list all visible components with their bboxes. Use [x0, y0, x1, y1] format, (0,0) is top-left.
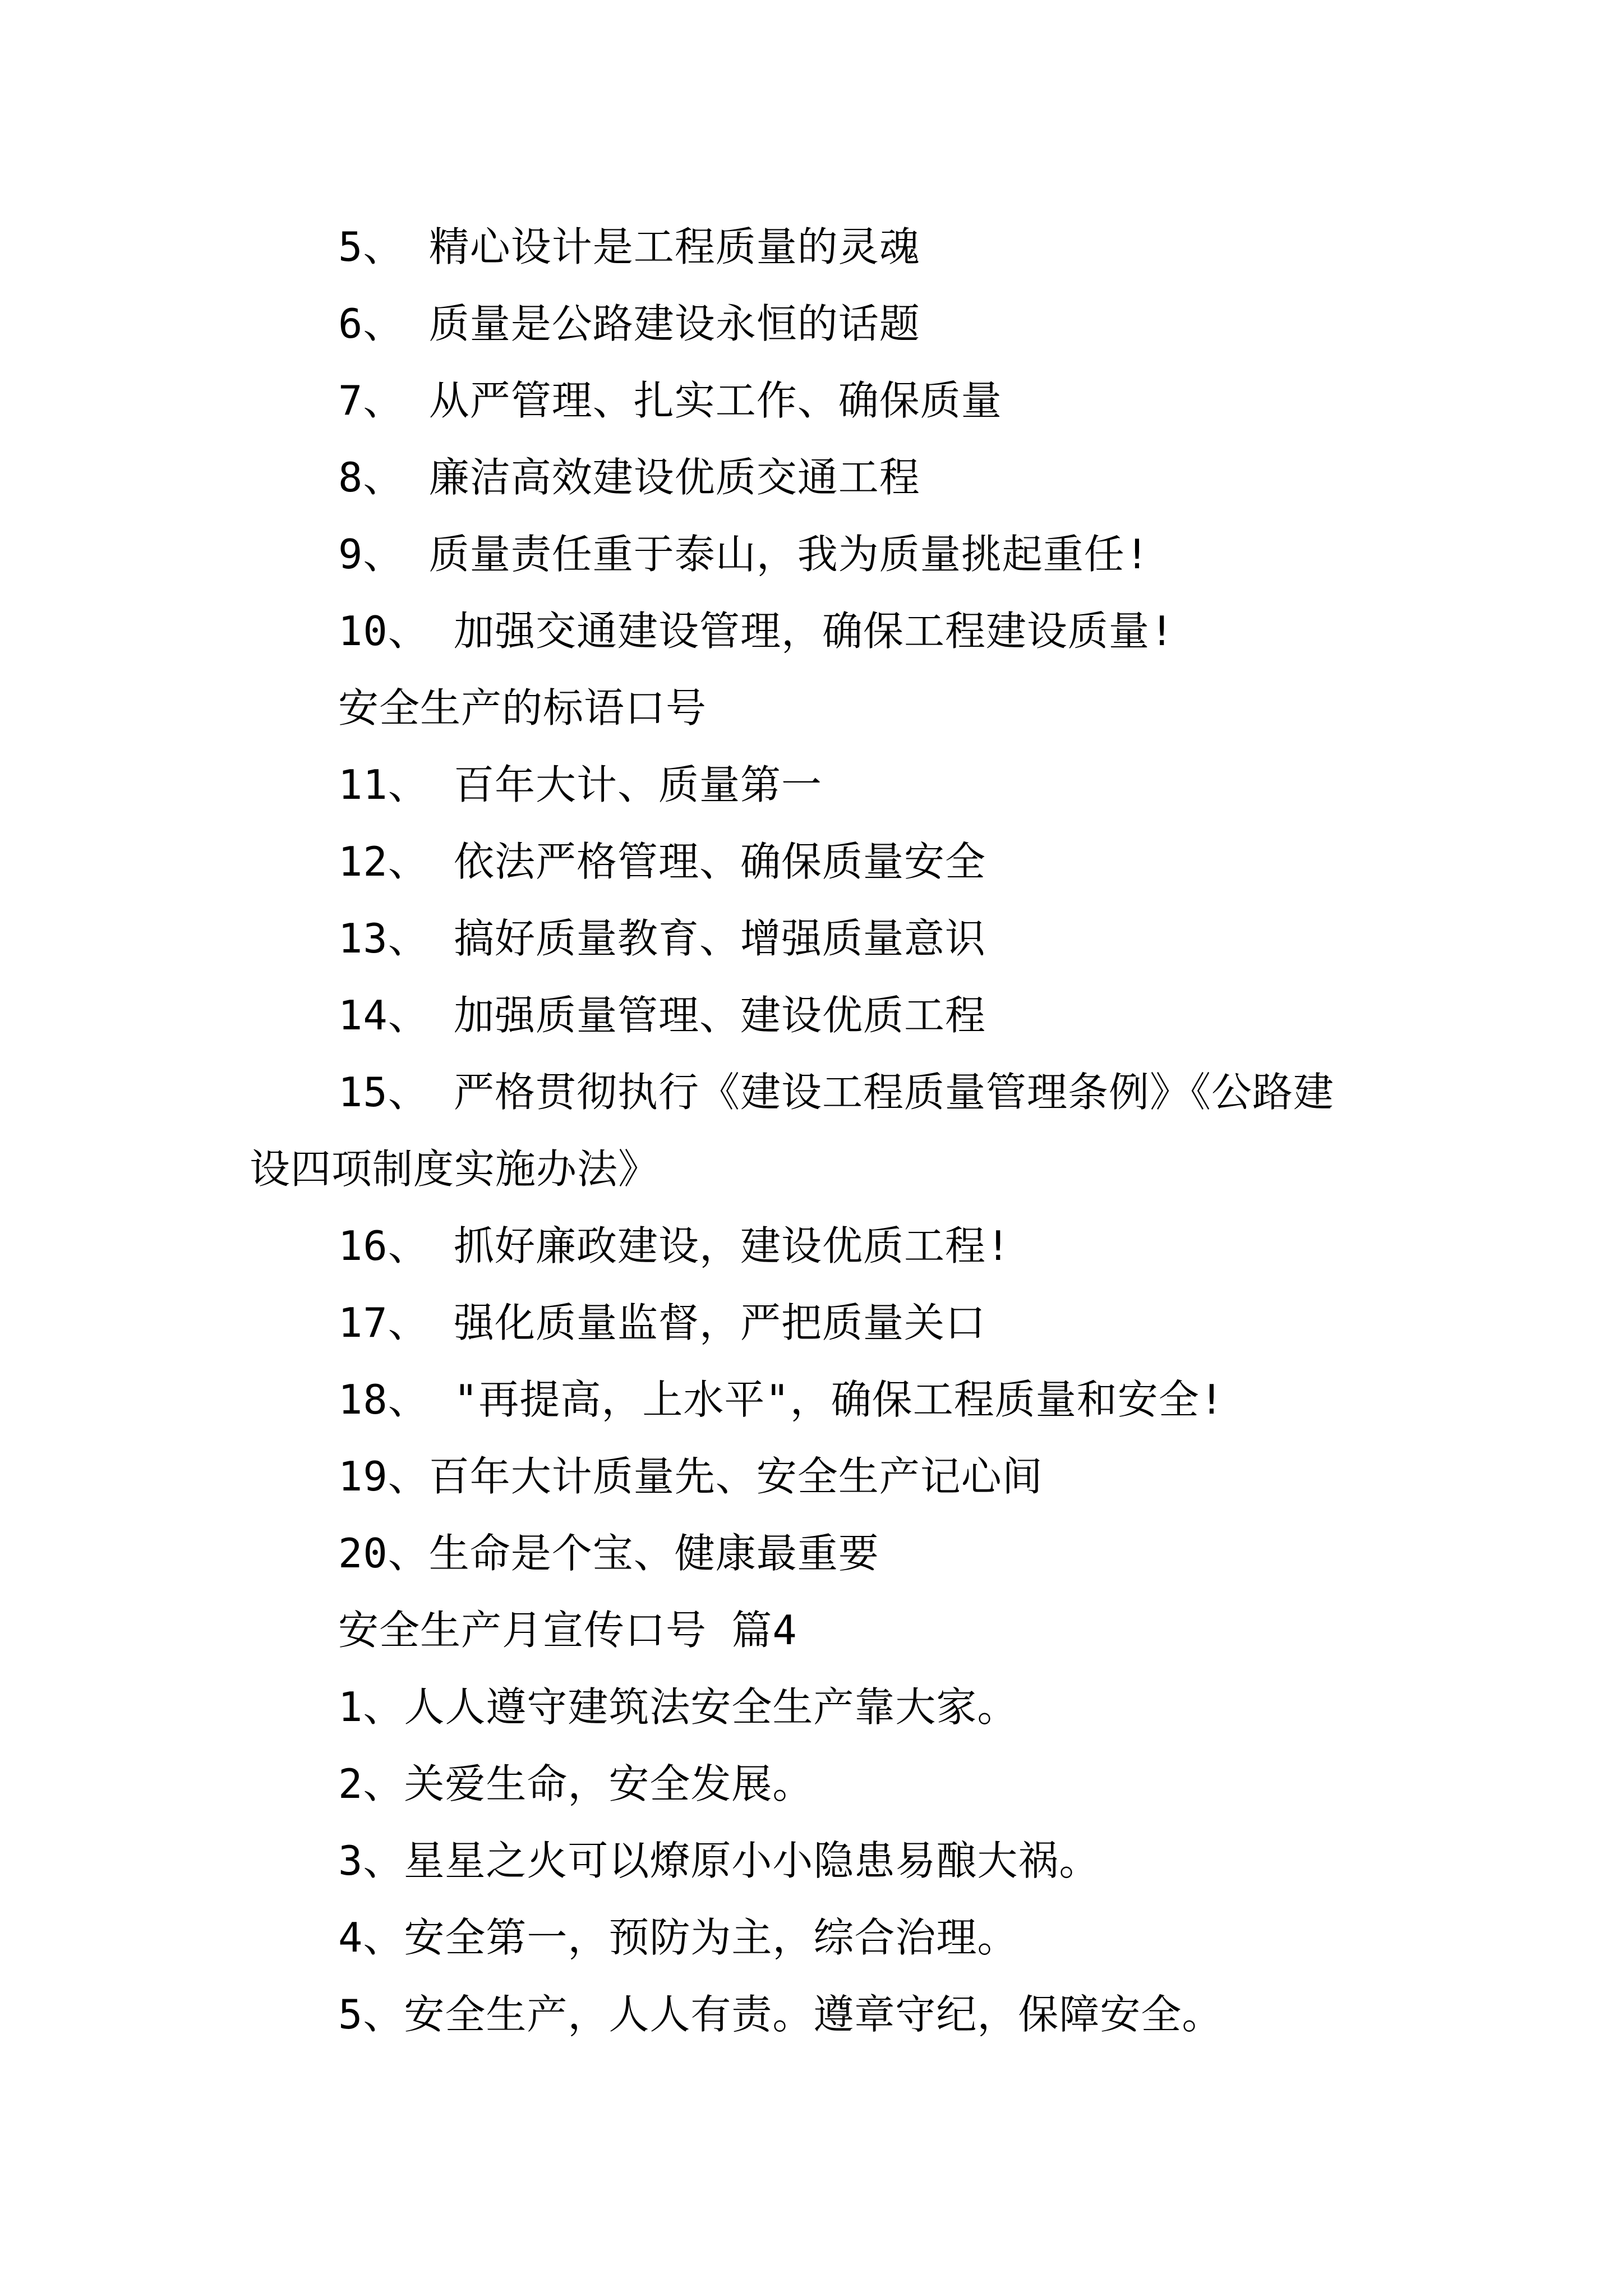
- slogan-line: 6、 质量是公路建设永恒的话题: [338, 300, 920, 347]
- slogan-line: 13、 搞好质量教育、增强质量意识: [338, 915, 986, 962]
- slogan-line: 3、星星之火可以燎原小小隐患易酿大祸。: [338, 1837, 1100, 1884]
- slogan-line: 8、 廉洁高效建设优质交通工程: [338, 454, 920, 501]
- slogan-line: 4、安全第一，预防为主，综合治理。: [338, 1914, 1018, 1961]
- section-heading: 安全生产月宣传口号 篇4: [338, 1607, 797, 1654]
- slogan-line: 5、 精心设计是工程质量的灵魂: [338, 223, 920, 270]
- slogan-line: 15、 严格贯彻执行《建设工程质量管理条例》《公路建: [338, 1069, 1335, 1116]
- slogan-line: 18、 "再提高，上水平"，确保工程质量和安全!: [338, 1376, 1225, 1423]
- slogan-line-continuation: 设四项制度实施办法》: [250, 1145, 660, 1193]
- slogan-line: 12、 依法严格管理、确保质量安全: [338, 838, 986, 885]
- slogan-line: 19、百年大计质量先、安全生产记心间: [338, 1453, 1043, 1500]
- section-heading: 安全生产的标语口号: [338, 684, 707, 731]
- slogan-line: 5、安全生产，人人有责。遵章守纪，保障安全。: [338, 1991, 1223, 2038]
- slogan-line: 14、 加强质量管理、建设优质工程: [338, 992, 986, 1039]
- document-body: [250, 209, 1394, 2053]
- slogan-line: 10、 加强交通建设管理，确保工程建设质量!: [338, 608, 1175, 655]
- slogan-line: 17、 强化质量监督，严把质量关口: [338, 1299, 986, 1346]
- slogan-line: 20、生命是个宝、健康最重要: [338, 1530, 879, 1577]
- slogan-line: 1、人人遵守建筑法安全生产靠大家。: [338, 1683, 1018, 1731]
- slogan-line: 2、关爱生命，安全发展。: [338, 1760, 814, 1807]
- slogan-line: 11、 百年大计、质量第一: [338, 761, 823, 808]
- slogan-line: 9、 质量责任重于泰山，我为质量挑起重任!: [338, 531, 1150, 578]
- slogan-line: 16、 抓好廉政建设，建设优质工程!: [338, 1222, 1011, 1269]
- slogan-line: 7、 从严管理、扎实工作、确保质量: [338, 377, 1002, 424]
